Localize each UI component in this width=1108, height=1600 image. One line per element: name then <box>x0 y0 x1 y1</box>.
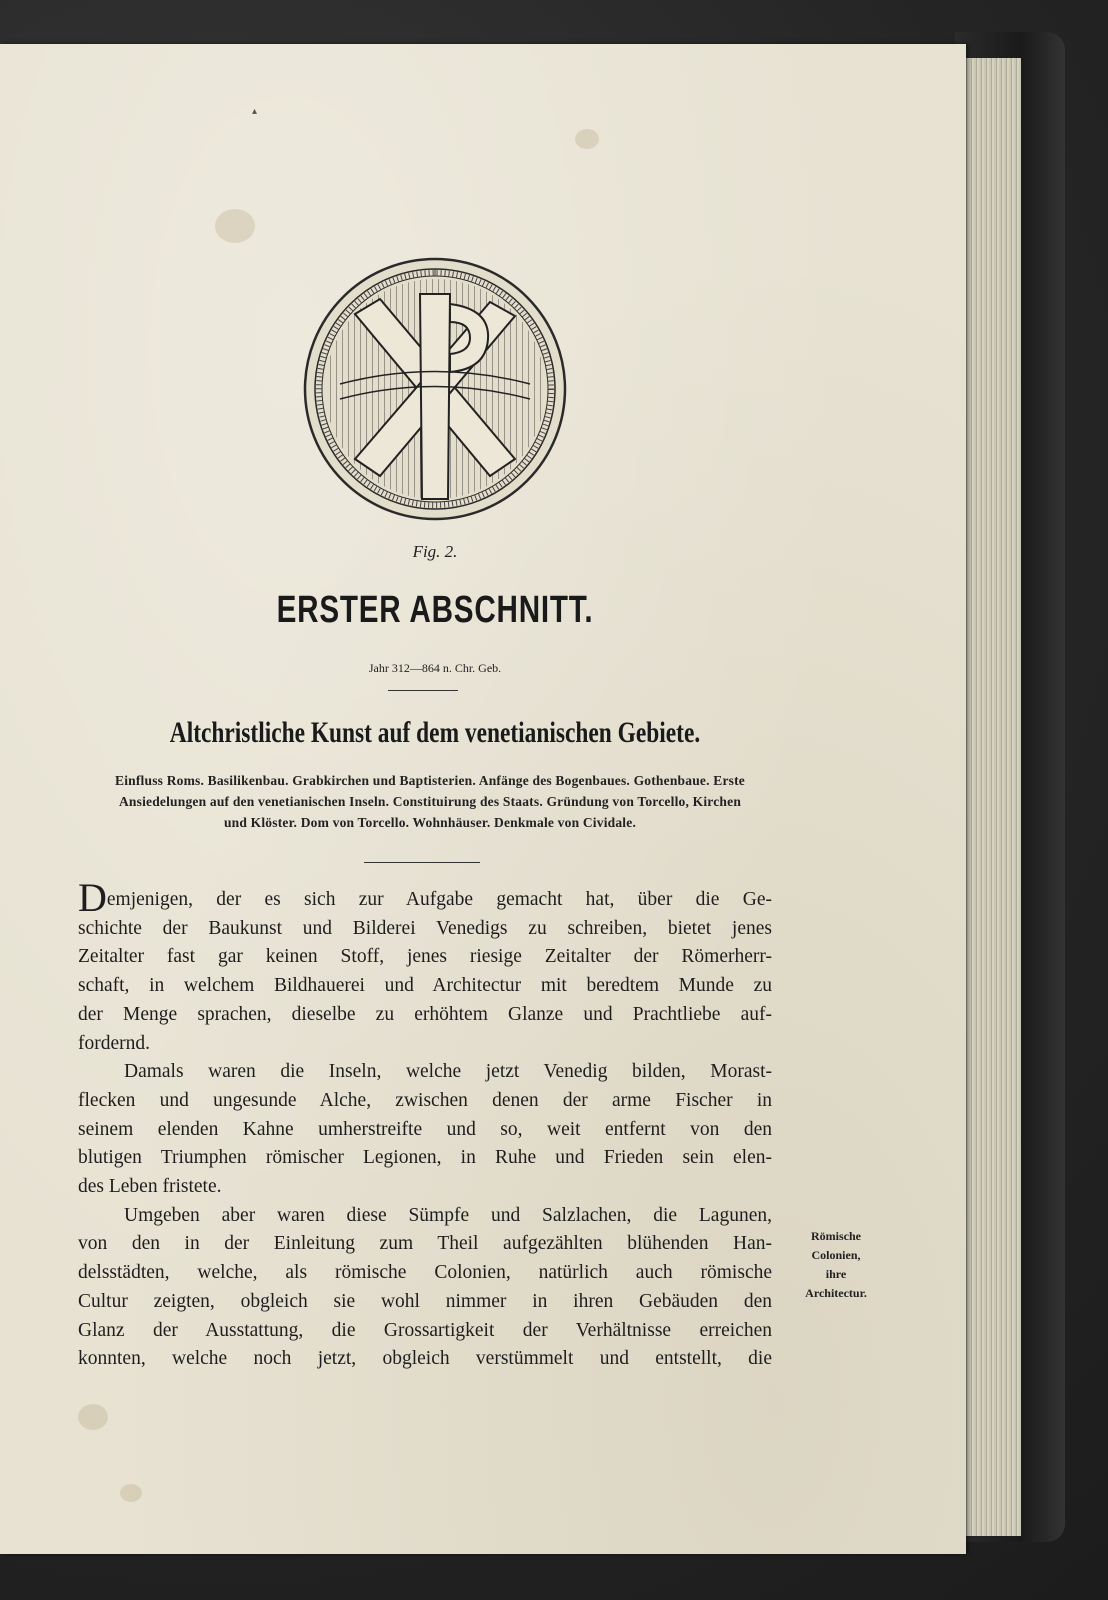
text-line: Glanz der Ausstattung, die Grossartigkeit der Verhältnisse erreichen <box>78 1319 772 1341</box>
figure-caption: Fig. 2. <box>412 542 458 561</box>
ink-speck: ▴ <box>252 106 258 117</box>
section-title: Altchristliche Kunst auf dem venetianischen Gebiete. <box>169 716 701 749</box>
margin-note-line: Colonien, <box>811 1248 861 1262</box>
summary-line: und Klöster. Dom von Torcello. Wohnhäuser. Denkmale von Cividale. <box>223 815 637 830</box>
text-line: konnten, welche noch jetzt, obgleich verstümmelt und entstellt, die <box>78 1348 772 1370</box>
paper-stain <box>78 1404 108 1430</box>
section-summary <box>74 770 786 833</box>
text-line: fordernd. <box>78 1032 151 1054</box>
text-line: der Menge sprachen, dieselbe zu erhöhtem Glanze und Prachtliebe auf- <box>78 1003 772 1025</box>
margin-note-line: Architectur. <box>805 1286 867 1300</box>
book-page <box>0 44 966 1554</box>
paragraph <box>78 875 772 1058</box>
paragraph <box>78 1202 772 1374</box>
margin-note-line: ihre <box>825 1267 847 1281</box>
section-heading: ERSTER ABSCHNITT. <box>276 589 594 631</box>
text-line-content: emjenigen, der es sich zur Aufgabe gemacht hat, über die Ge- <box>106 889 772 910</box>
summary-line: Einfluss Roms. Basilikenbau. Grabkirchen und Baptisterien. Anfänge des Bogenbaues. Gothenbaue. Erste <box>115 773 745 788</box>
text-line: seinem elenden Kahne umherstreifte und so, weit entfernt von den <box>78 1118 772 1140</box>
text-line: Cultur zeigten, obgleich sie wohl nimmer in ihren Gebäuden den <box>78 1290 772 1312</box>
text-line: schichte der Baukunst und Bilderei Venedigs zu schreiben, bietet jenes <box>78 917 772 939</box>
margin-note-line: Römische <box>811 1229 861 1243</box>
margin-note <box>786 1227 886 1303</box>
text-line: von den in der Einleitung zum Theil aufgezählten blühenden Han- <box>78 1233 772 1255</box>
text-line: delsstädten, welche, als römische Colonien, natürlich auch römische <box>78 1262 772 1284</box>
text-line: Umgeben aber waren diese Sümpfe und Salzlachen, die Lagunen, <box>124 1204 772 1226</box>
paper-stain <box>120 1484 142 1502</box>
text-line: schaft, in welchem Bildhauerei und Architectur mit beredtem Munde zu <box>78 975 772 997</box>
text-line: blutigen Triumphen römischer Legionen, in Ruhe und Frieden sein elen- <box>78 1147 772 1169</box>
chi-rho-medallion-icon <box>300 254 570 524</box>
dropcap: D <box>78 875 107 920</box>
summary-line: Ansiedelungen auf den venetianischen Inseln. Constituirung des Staats. Gründung von Torcello, Kirchen <box>118 794 742 809</box>
paper-stain <box>215 209 255 243</box>
divider <box>388 690 458 691</box>
paragraph <box>78 1058 772 1202</box>
paper-stain <box>575 129 599 149</box>
text-line: flecken und ungesunde Alche, zwischen denen der arme Fischer in <box>78 1089 772 1111</box>
text-line: Damals waren die Inseln, welche jetzt Venedig bilden, Morast- <box>124 1061 772 1083</box>
page-edges <box>958 58 1021 1536</box>
text-line: Zeitalter fast gar keinen Stoff, jenes riesige Zeitalter der Römerherr- <box>78 946 772 968</box>
text-line <box>78 875 772 920</box>
body-text <box>78 875 772 1374</box>
text-line: des Leben fristete. <box>78 1176 222 1198</box>
section-years: Jahr 312—864 n. Chr. Geb. <box>368 661 502 675</box>
divider <box>364 862 480 863</box>
